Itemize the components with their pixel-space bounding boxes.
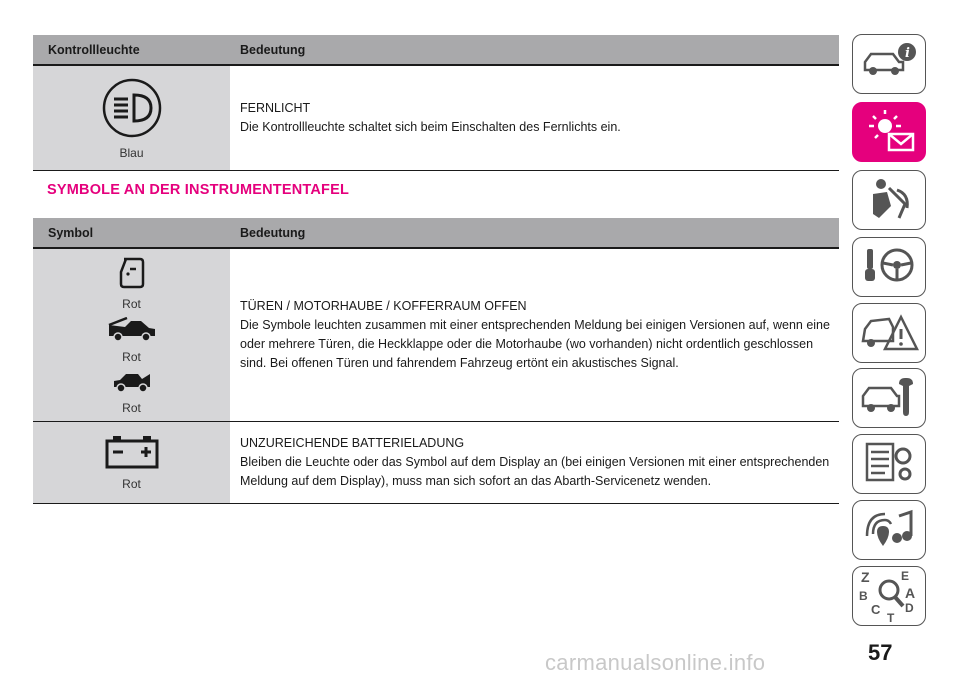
table-row: [33, 422, 839, 504]
svg-text:D: D: [905, 600, 914, 615]
multimedia-icon: [859, 504, 919, 557]
car-maintenance-icon: [859, 372, 919, 425]
symbol-cell: [33, 422, 230, 503]
indicator-table: [33, 35, 839, 171]
battery-icon: [104, 434, 160, 475]
header-symbol: Symbol: [48, 225, 94, 240]
bonnet-open-icon: [107, 317, 157, 348]
car-info-icon: [859, 40, 919, 89]
row-text: Bleiben die Leuchte oder das Symbol auf dem Display an (bei einigen Versionen mit einer entsprechenden Meldung auf dem Display), muss man sich sofort an das Abarth-Servicenetz wenden.: [240, 455, 830, 488]
meaning-cell: [230, 422, 839, 503]
row-title: TÜREN / MOTORHAUBE / KOFFERRAUM OFFEN: [240, 299, 527, 313]
tab-safety[interactable]: [852, 170, 926, 230]
emergency-icon: [859, 307, 919, 360]
tab-technical-data[interactable]: [852, 434, 926, 494]
row-text: Die Symbole leuchten zusammen mit einer entsprechenden Meldung bei einigen Versionen auf, wenn eine oder mehrere Türen, die Heckklappe oder die Motorhaube (wo vorhanden) nicht ordentlich geschlossen sind. Bei offenen Türen und fahrendem Fahrzeug ertönt ein akustisches Signal.: [240, 318, 830, 370]
tab-key-steering[interactable]: [852, 237, 926, 297]
color-label: Rot: [122, 400, 141, 415]
page-number: 57: [868, 640, 893, 665]
warning-lights-icon: [859, 106, 919, 159]
header-bedeutung: Bedeutung: [240, 42, 306, 57]
tab-car-info[interactable]: [852, 34, 926, 94]
watermark: carmanualsonline.info: [545, 650, 766, 675]
symbol-table: [33, 218, 839, 504]
symbol-cell: [33, 66, 230, 170]
row-title: FERNLICHT: [240, 101, 311, 115]
color-label: Blau: [119, 145, 144, 160]
technical-data-icon: [859, 438, 919, 491]
svg-text:T: T: [887, 610, 895, 622]
high-beam-icon: [101, 77, 163, 144]
row-text: Die Kontrollleuchte schaltet sich beim Einschalten des Fernlichts ein.: [240, 120, 621, 134]
table-header: [33, 35, 839, 66]
key-steering-icon: [859, 241, 919, 294]
tab-emergency[interactable]: [852, 303, 926, 363]
symbol-cell: [33, 249, 230, 421]
row-title: UNZUREICHENDE BATTERIELADUNG: [240, 436, 465, 450]
seat-safety-icon: [859, 174, 919, 227]
svg-text:C: C: [871, 601, 881, 617]
index-icon: [857, 566, 921, 627]
tab-index[interactable]: [852, 566, 926, 626]
table-header: [33, 218, 839, 249]
color-label: Rot: [122, 349, 141, 364]
tab-warning-lights[interactable]: [852, 102, 926, 162]
tab-maintenance[interactable]: [852, 368, 926, 428]
door-open-icon: [118, 256, 146, 295]
svg-text:A: A: [905, 584, 916, 601]
color-label: Rot: [122, 477, 141, 491]
tab-multimedia[interactable]: [852, 500, 926, 560]
svg-text:E: E: [901, 568, 910, 583]
svg-text:Z: Z: [861, 568, 870, 585]
table-row: [33, 249, 839, 422]
color-label: Rot: [122, 296, 141, 311]
svg-text:B: B: [859, 588, 868, 603]
meaning-cell: [230, 249, 839, 421]
header-kontrollleuchte: Kontrollleuchte: [48, 42, 140, 57]
meaning-cell: [230, 66, 839, 170]
section-title: SYMBOLE AN DER INSTRUMENTENTAFEL: [47, 182, 350, 198]
table-row: [33, 66, 839, 171]
svg-text:i: i: [905, 45, 910, 61]
boot-open-icon: [112, 370, 152, 399]
header-bedeutung: Bedeutung: [240, 225, 306, 240]
